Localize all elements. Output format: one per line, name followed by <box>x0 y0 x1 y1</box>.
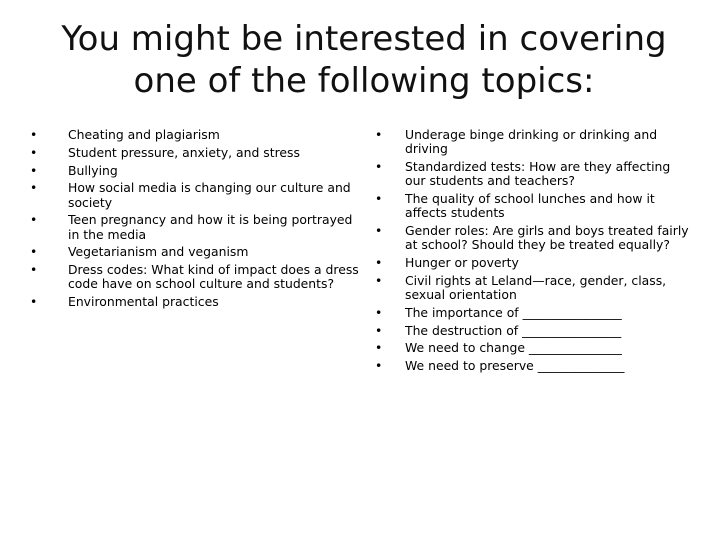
bullet-icon: • <box>375 322 383 338</box>
bullet-icon: • <box>30 294 38 310</box>
bullet-icon: • <box>375 159 383 174</box>
list-item-text: We need to change _______________ <box>405 340 622 356</box>
bullet-icon: • <box>375 255 383 270</box>
list-item-text: The destruction of ________________ <box>405 322 622 338</box>
list-item-text: Civil rights at Leland—race, gender, class, sexual orientation <box>405 272 667 302</box>
slide-title-line-2: one of the following topics: <box>133 61 595 101</box>
list-item <box>375 256 693 270</box>
list-item-text: Bullying <box>68 162 118 178</box>
list-item-text: Hunger or poverty <box>405 255 519 270</box>
list-item-text: Teen pregnancy and how it is being portrayed in the media <box>68 212 353 242</box>
topics-list-left <box>30 128 360 313</box>
list-item <box>375 128 693 156</box>
list-item <box>375 359 693 373</box>
slide-title <box>40 18 688 102</box>
list-item <box>30 245 360 259</box>
list-item <box>375 274 693 302</box>
bullet-icon: • <box>375 304 383 320</box>
list-item-text: Cheating and plagiarism <box>68 127 220 142</box>
bullet-icon: • <box>30 127 38 142</box>
bullet-icon: • <box>30 262 38 278</box>
list-item-text: Standardized tests: How are they affecting our students and teachers? <box>405 159 671 189</box>
bullet-icon: • <box>375 127 383 142</box>
bullet-icon: • <box>375 223 383 238</box>
list-item-text: Student pressure, anxiety, and stress <box>68 144 300 160</box>
list-item-text: The quality of school lunches and how it affects students <box>405 191 655 221</box>
list-item <box>375 160 693 188</box>
list-item-text: The importance of ________________ <box>405 304 622 320</box>
list-item-text: Environmental practices <box>68 294 219 310</box>
list-item <box>375 306 693 320</box>
list-item <box>30 295 360 309</box>
bullet-icon: • <box>375 340 383 356</box>
list-item <box>375 324 693 338</box>
list-item <box>30 213 360 241</box>
list-item-text: How social media is changing our culture and society <box>68 180 351 210</box>
list-item <box>30 128 360 142</box>
list-item <box>30 146 360 160</box>
bullet-icon: • <box>30 180 38 196</box>
list-item <box>375 224 693 252</box>
bullet-icon: • <box>375 191 383 206</box>
list-item-text: Dress codes: What kind of impact does a dress code have on school culture and students? <box>68 262 359 292</box>
list-item-text: Vegetarianism and veganism <box>68 244 249 260</box>
list-item-text: Gender roles: Are girls and boys treated fairly at school? Should they be treated equally? <box>405 223 689 253</box>
bullet-icon: • <box>30 144 38 160</box>
list-item <box>30 181 360 209</box>
list-item-text: We need to preserve ______________ <box>405 358 625 374</box>
list-item <box>30 164 360 178</box>
bullet-icon: • <box>30 212 38 228</box>
slide-title-line-1: You might be interested in covering <box>61 19 667 59</box>
bullet-icon: • <box>30 244 38 260</box>
list-item <box>375 192 693 220</box>
list-item <box>375 341 693 355</box>
bullet-icon: • <box>30 162 38 178</box>
bullet-icon: • <box>375 358 383 374</box>
bullet-icon: • <box>375 272 383 288</box>
list-item-text: Underage binge drinking or drinking and driving <box>405 127 658 157</box>
topics-list-right <box>375 128 693 377</box>
list-item <box>30 263 360 291</box>
